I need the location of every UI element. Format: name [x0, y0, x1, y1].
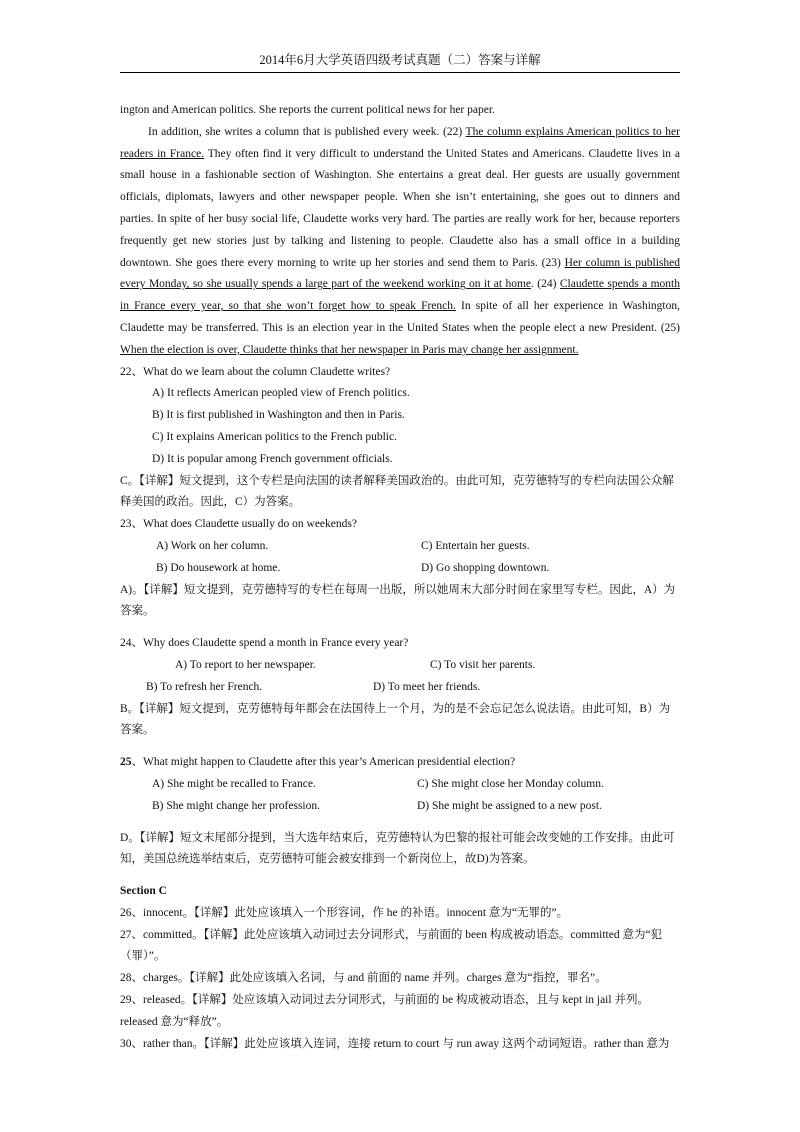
spacer	[120, 871, 680, 881]
passage-text-b: They often find it very difficult to understand the United States and Americans. Claudette lives in a small house in a fashionable section of Washington. She entertains a great deal. Her guests are usually government officials, diplomats, lawyers and other newspaper people. When she isn’t entertaining, she goes out to dinners and parties. In spite of her busy social life, Claudette works very hard. The parties are really work for her, because reporters frequently get new stories just by talking and listening to people. Claudette also has a small office in a building downtown. She goes there every morning to write up her stories and send them to Paris. (23)	[120, 147, 681, 269]
q25-answer: D。【详解】短文末尾部分提到，当大选年结束后，克劳德特认为巴黎的报社可能会改变她的工作安排。由此可知，美国总统选举结束后，克劳德特可能会被安排到一个新岗位上，故D)为答案。	[120, 831, 675, 866]
passage-paragraph	[120, 122, 680, 362]
q25-text: 、What might happen to Claudette after this year’s American presidential election?	[131, 756, 516, 769]
q23-options-row-2	[120, 558, 680, 580]
q23-option-a: A) Work on her column.	[156, 539, 269, 552]
underlined-sentence-24: Claudette spends a month in France every year, so that she won’t forget how to speak French.	[120, 278, 680, 313]
q22-answer: C。【详解】短文提到，这个专栏是向法国的读者解释美国政治的。由此可知，克劳德特写的专栏向法国公众解释美国的政治。因此，C）为答案。	[120, 474, 674, 509]
q23-option-c: C) Entertain her guests.	[421, 539, 530, 552]
q24-option-b: B) To refresh her French.	[146, 680, 263, 693]
passage-text-d: In spite of all her experience in Washington, Claudette may be transferred. This is an election year in the United States when the people elect a new President. (25)	[120, 300, 681, 334]
q24-answer: B。【详解】短文提到，克劳德特每年都会在法国待上一个月，为的是不会忘记怎么说法语。由此可知，B）为答案。	[120, 702, 671, 737]
page-header	[120, 50, 680, 73]
spacer	[120, 623, 680, 633]
q25-options-row-1	[120, 774, 680, 796]
q24-options-row-1	[120, 655, 680, 677]
question-24: 24、Why does Claudette spend a month in France every year?	[120, 637, 409, 650]
underlined-sentence-25: When the election is over, Claudette thinks that her newspaper in Paris may change her assignment.	[120, 343, 579, 356]
passage-text-c: . (24)	[531, 278, 560, 291]
section-c-item-30: 30、rather than。【详解】此处应该填入连词，连接 return to court 与 run away 这两个动词短语。rather than 意为	[120, 1037, 670, 1050]
q25-option-c: C) She might close her Monday column.	[417, 777, 604, 790]
question-22: 22、What do we learn about the column Claudette writes?	[120, 365, 391, 378]
document-body	[120, 100, 680, 1055]
q23-option-b: B) Do housework at home.	[156, 561, 281, 574]
q25-option-b: B) She might change her profession.	[152, 799, 320, 812]
q22-option-c: C) It explains American politics to the French public.	[152, 430, 397, 443]
q23-answer: A)。【详解】短文提到，克劳德特写的专栏在每周一出版，所以她周末大部分时间在家里写专栏。因此，A）为答案。	[120, 583, 676, 618]
q24-option-a: A) To report to her newspaper.	[175, 658, 316, 671]
passage-text-a: In addition, she writes a column that is published every week. (22)	[148, 125, 466, 138]
underlined-sentence-22: The column explains American politics to her readers in France.	[120, 125, 680, 160]
underlined-sentence-23: Her column is published every Monday, so she usually spends a large part of the weekend working on it at home	[120, 256, 680, 291]
q22-option-a: A) It reflects American peopled view of French politics.	[152, 387, 410, 400]
q24-options-row-2	[120, 677, 680, 699]
q22-option-d: D) It is popular among French government officials.	[152, 452, 393, 465]
q25-number: 25	[120, 756, 132, 769]
question-25	[120, 752, 680, 774]
section-c-item-29: 29、released。【详解】处应该填入动词过去分词形式，与前面的 be 构成被动语态，且与 kept in jail 并列。released 意为“释放”。	[120, 994, 649, 1028]
q24-option-d: D) To meet her friends.	[373, 680, 481, 693]
section-c-title: Section C	[120, 885, 167, 898]
question-23: 23、What does Claudette usually do on weekends?	[120, 518, 357, 531]
spacer	[120, 818, 680, 828]
q24-option-c: C) To visit her parents.	[430, 658, 536, 671]
q22-option-b: B) It is first published in Washington and then in Paris.	[152, 409, 405, 422]
q23-options-row-1	[120, 536, 680, 558]
section-c-item-27: 27、committed。【详解】此处应该填入动词过去分词形式，与前面的 been 构成被动语态。committed 意为“犯（罪）”。	[120, 928, 663, 963]
q25-option-a: A) She might be recalled to France.	[152, 777, 316, 790]
header-title: 2014年6月大学英语四级考试真题（二）答案与详解	[259, 53, 541, 67]
q23-option-d: D) Go shopping downtown.	[421, 561, 550, 574]
section-c-item-26: 26、innocent。【详解】此处应该填入一个形容词，作 he 的补语。innocent 意为“无罪的”。	[120, 906, 569, 919]
section-c-item-28: 28、charges。【详解】此处应该填入名词，与 and 前面的 name 并列。charges 意为“指控，罪名”。	[120, 972, 607, 985]
q25-options-row-2	[120, 796, 680, 818]
passage-line-0: ington and American politics. She reports the current political news for her paper.	[120, 104, 495, 116]
spacer	[120, 742, 680, 752]
q25-option-d: D) She might be assigned to a new post.	[417, 799, 602, 812]
